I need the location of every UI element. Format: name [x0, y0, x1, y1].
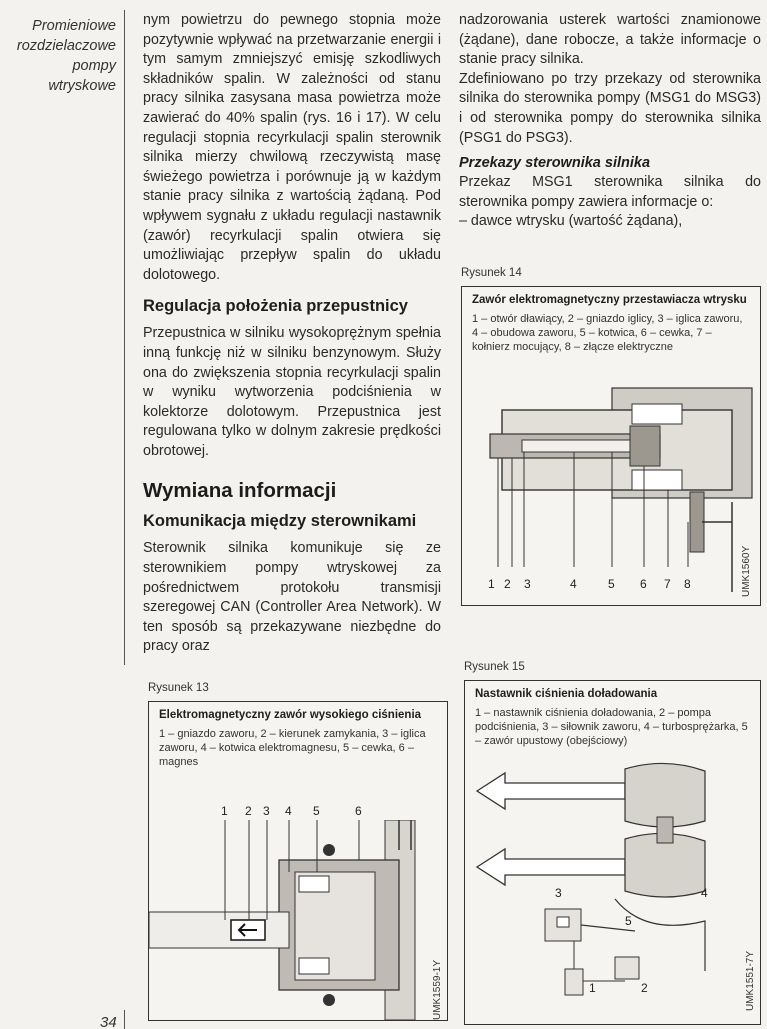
fig13-label-3: 3: [263, 804, 270, 818]
section-side-title: [6, 16, 116, 96]
fig13-label-2: 2: [245, 804, 252, 818]
figure-13: [148, 701, 448, 1021]
figure-15-code: UMK1551-7Y: [745, 950, 756, 1011]
fig14-label-4: 4: [570, 577, 577, 591]
paragraph-msg1: Przekaz MSG1 sterownika silnika do sterownika pompy zawiera informacje o:: [459, 174, 761, 210]
fig15-label-3: 3: [555, 886, 562, 900]
fig14-label-3: 3: [524, 577, 531, 591]
timing-valve-drawing: [462, 382, 760, 607]
side-title-line: rozdzielaczowe: [16, 38, 116, 54]
fig13-label-4: 4: [285, 804, 292, 818]
figure-15-caption: Rysunek 15: [464, 661, 525, 673]
paragraph-throttle: Przepustnica w silniku wysokoprężnym spełnia inną funkcję niż w silniku benzynowym. Służy ona do zwiększenia stopnia recyrkulacji spalin w wyniku wytworzenia podciśnienia w kolektorze dolotowym. Przepustnica jest regulowana tylko w dolnym zakresie prędkości obrotowej.: [143, 325, 441, 459]
side-title-line: wtryskowe: [48, 78, 116, 94]
boost-pressure-drawing: [465, 761, 760, 1023]
fig14-label-5: 5: [608, 577, 615, 591]
fig14-label-8: 8: [684, 577, 691, 591]
page-number: 34: [100, 1014, 117, 1029]
fig15-label-5: 5: [625, 914, 632, 928]
heading-information-exchange: Wymiana informacji: [143, 479, 337, 503]
high-pressure-valve-drawing: [149, 820, 447, 1020]
fig13-label-6: 6: [355, 804, 362, 818]
fig15-label-1: 1: [589, 981, 596, 995]
text-column-left: [143, 11, 441, 657]
fig15-label-2: 2: [641, 981, 648, 995]
fig15-label-4: 4: [701, 886, 708, 900]
figure-15: [464, 680, 761, 1025]
heading-communication: Komunikacja między sterownikami: [143, 512, 417, 531]
paragraph-nominal-values: nadzorowania usterek wartości znamionowe (żądane), dane robocze, a także informacje o stanie pracy silnika.: [459, 12, 761, 68]
heading-engine-messages: Przekazy sterownika silnika: [459, 155, 651, 172]
side-title-line: Promieniowe: [32, 18, 116, 34]
figure-13-legend: 1 – gniazdo zaworu, 2 – kierunek zamykania, 3 – iglica zaworu, 4 – kotwica elektromagnesu, 5 – cewka, 6 – magnes: [159, 728, 426, 768]
fig14-label-6: 6: [640, 577, 647, 591]
figure-15-title: Nastawnik ciśnienia doładowania: [475, 688, 658, 700]
list-item-injection-dose: – dawce wtrysku (wartość żądana),: [459, 213, 683, 230]
fig14-label-1: 1: [488, 577, 495, 591]
figure-13-caption: Rysunek 13: [148, 682, 209, 694]
paragraph-can: Sterownik silnika komunikuje się ze sterownikiem pompy wtryskowej za pośrednictwem protokołu transmisji szeregowej CAN (Controller Area Network). W ten sposób są przekazywane niezbędne do pracy oraz: [143, 540, 441, 655]
fig14-label-7: 7: [664, 577, 671, 591]
figure-14-caption: Rysunek 14: [461, 267, 522, 279]
fig14-label-2: 2: [504, 577, 511, 591]
fig13-label-5: 5: [313, 804, 320, 818]
figure-13-title: Elektromagnetyczny zawór wysokiego ciśnienia: [159, 709, 422, 721]
figure-14-legend: 1 – otwór dławiący, 2 – gniazdo iglicy, 3 – iglica zaworu, 4 – obudowa zaworu, 5 – kotwica, 6 – cewka, 7 – kołnierz mocujący, 8 – złącze elektryczne: [472, 313, 743, 353]
text-column-right: [459, 11, 761, 232]
figure-13-code: UMK1559-1Y: [432, 959, 443, 1020]
figure-15-legend: 1 – nastawnik ciśnienia doładowania, 2 – pompa podciśnienia, 3 – siłownik zaworu, 4 – turbosprężarka, 5 – zawór upustowy (obejściowy): [475, 707, 748, 747]
figure-14: [461, 286, 761, 606]
figure-14-code: UMK1560Y: [741, 545, 752, 597]
heading-throttle: Regulacja położenia przepustnicy: [143, 297, 408, 316]
paragraph-messages: Zdefiniowano po trzy przekazy od sterownika silnika do sterownika pompy (MSG1 do MSG3) i od sterownika pompy do sterownika silnika (PSG1 do PSG3).: [459, 70, 761, 146]
margin-rule: [124, 10, 125, 665]
paragraph-egr: nym powietrzu do pewnego stopnia może pozytywnie wpływać na przetwarzanie energii i tym samym zmniejszyć emisję szkodliwych składników spalin. W zależności od stanu pracy silnika zasysana masa powietrza może zawierać do 40% spalin (rys. 16 i 17). W celu regulacji stopnia recyrkulacji spalin sterownik silnika mierzy chwilową rzeczywistą masę świeżego powietrza i porównuje ją w każdym stanie pracy silnika z wartością żądaną. Pod wpływem sygnału z układu regulacji nastawnik (zawór) recyrkulacji spalin otwiera się umożliwiając przepływ spalin do układu dolotowego.: [143, 12, 441, 283]
side-title-line: pompy: [72, 58, 116, 74]
figure-14-title: Zawór elektromagnetyczny przestawiacza wtrysku: [472, 294, 747, 306]
margin-rule-bottom: [124, 1010, 125, 1029]
fig13-label-1: 1: [221, 804, 228, 818]
